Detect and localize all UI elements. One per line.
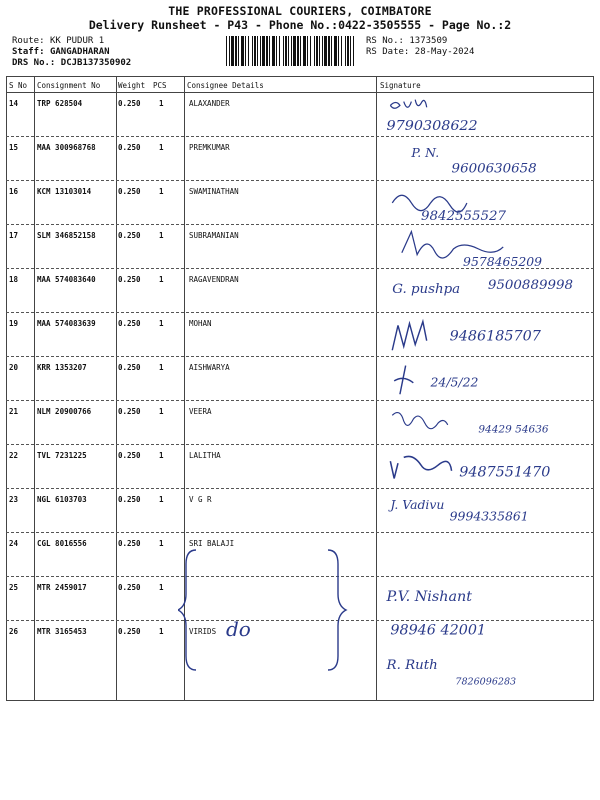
phone-row-15: 9600630658 [451, 161, 537, 177]
row-pcs: 1 [159, 275, 164, 284]
name-row-26: R. Ruth [386, 658, 438, 674]
signature-row-20 [378, 356, 594, 400]
rs-no-value: 1373509 [409, 36, 448, 46]
row-pcs: 1 [159, 231, 164, 240]
row-sno: 19 [9, 319, 19, 328]
row-sno: 17 [9, 231, 19, 240]
row-consignee: VIRIDS [189, 627, 217, 636]
signature-row-26 [378, 648, 594, 692]
row-consignment: KCM 13103014 [37, 187, 92, 196]
barcode-image [226, 36, 356, 66]
row-pcs: 1 [159, 363, 164, 372]
col-weight: Weight [118, 81, 146, 90]
phone-row-16: 9842555527 [420, 209, 507, 224]
col-pcs: PCS [153, 81, 167, 90]
row-weight: 0.250 [118, 495, 141, 504]
row-weight: 0.250 [118, 231, 141, 240]
row-pcs: 1 [159, 451, 164, 460]
row-consignment: TVL 7231225 [37, 451, 87, 460]
signature-row-14 [378, 92, 594, 136]
row-consignee: SWAMINATHAN [189, 187, 239, 196]
row-consignment: MTR 3165453 [37, 627, 87, 636]
row-weight: 0.250 [118, 539, 141, 548]
col-consignment: Consignment No [37, 81, 101, 90]
company-title: THE PROFESSIONAL COURIERS, COIMBATORE [168, 4, 432, 18]
rs-date-value: 28-May-2024 [414, 47, 475, 57]
row-weight: 0.250 [118, 319, 141, 328]
phone-row-14: 9790308622 [386, 118, 478, 135]
row-consignee: SUBRAMANIAN [189, 231, 239, 240]
row-sno: 24 [9, 539, 19, 548]
row-weight: 0.250 [118, 451, 141, 460]
row-consignee: MOHAN [189, 319, 212, 328]
row-consignment: SLM 346852158 [37, 231, 96, 240]
row-sno: 25 [9, 583, 19, 592]
drs-value: DCJB137350902 [60, 58, 132, 68]
signature-row-21 [378, 400, 594, 444]
row-consignment: MTR 2459017 [37, 583, 87, 592]
row-consignment: MAA 300968768 [37, 143, 96, 152]
row-pcs: 1 [159, 539, 164, 548]
row-consignment: KRR 1353207 [37, 363, 87, 372]
name-row-23: J. Vadivu [390, 497, 445, 513]
row-sno: 18 [9, 275, 19, 284]
svg-text:P. N.: P. N. [411, 145, 440, 161]
rs-no-line: RS No.: 1373509 [366, 36, 448, 46]
row-weight: 0.250 [118, 187, 141, 196]
phone-row-21: 94429 54636 [478, 423, 549, 436]
row-sno: 26 [9, 627, 19, 636]
row-pcs: 1 [159, 99, 164, 108]
signature-row-17 [378, 224, 594, 268]
signature-row-23 [378, 488, 594, 532]
phone-row-19: 9486185707 [449, 328, 541, 345]
row-weight: 0.250 [118, 407, 141, 416]
signature-row-19 [378, 312, 594, 356]
staff-line: Staff: GANGADHARAN [12, 47, 110, 57]
phone-row-17: 9578465209 [463, 254, 543, 268]
row-weight: 0.250 [118, 627, 141, 636]
row-consignee: VEERA [189, 407, 212, 416]
date-row-20: 24/5/22 [430, 374, 479, 390]
col-signature: Signature [380, 81, 421, 90]
row-consignee: AISHWARYA [189, 363, 230, 372]
row-consignment: MAA 574083640 [37, 275, 96, 284]
staff-value: GANGADHARAN [49, 47, 110, 57]
row-consignee: SRI BALAJI [189, 539, 235, 548]
row-sno: 20 [9, 363, 19, 372]
phone-row-18: 9500889998 [487, 278, 574, 294]
signature-row-16 [378, 180, 594, 224]
name-row-18: G. pushpa [392, 281, 461, 297]
row-consignment: NLM 20900766 [37, 407, 92, 416]
row-weight: 0.250 [118, 583, 141, 592]
route-line: Route: KK PUDUR 1 [12, 36, 105, 46]
row-consignee: RAGAVENDRAN [189, 275, 239, 284]
ditto-mark: do [226, 617, 251, 641]
row-pcs: 1 [159, 407, 164, 416]
row-weight: 0.250 [118, 99, 141, 108]
row-consignee: ALAXANDER [189, 99, 230, 108]
phone-row-25: 98946 42001 [390, 622, 487, 639]
row-consignee: V G R [189, 495, 212, 504]
signature-row-18 [378, 268, 594, 312]
ditto-brace [178, 546, 378, 676]
row-consignment: TRP 628504 [37, 99, 83, 108]
row-sno: 21 [9, 407, 19, 416]
row-pcs: 1 [159, 495, 164, 504]
col-sno: S No [9, 81, 28, 90]
row-weight: 0.250 [118, 143, 141, 152]
runsheet-table [6, 76, 594, 701]
row-weight: 0.250 [118, 363, 141, 372]
signature-row-15 [378, 136, 594, 180]
route-value: KK PUDUR 1 [49, 36, 105, 46]
row-pcs: 1 [159, 143, 164, 152]
row-sno: 15 [9, 143, 19, 152]
row-pcs: 1 [159, 627, 164, 636]
row-pcs: 1 [159, 187, 164, 196]
signature-row-22 [378, 444, 594, 488]
rs-date-line: RS Date: 28-May-2024 [366, 47, 475, 57]
row-sno: 16 [9, 187, 19, 196]
row-consignment: MAA 574083639 [37, 319, 96, 328]
phone-row-22: 9487551470 [459, 464, 551, 481]
col-consignee: Consignee Details [187, 81, 264, 90]
phone-row-23: 9994335861 [449, 508, 529, 524]
row-sno: 22 [9, 451, 19, 460]
row-consignee: PREMKUMAR [189, 143, 230, 152]
signature-row-25 [378, 606, 594, 650]
row-consignment: CGL 8016556 [37, 539, 87, 548]
row-pcs: 1 [159, 319, 164, 328]
row-consignment: NGL 6103703 [37, 495, 87, 504]
row-sno: 23 [9, 495, 19, 504]
phone-row-26: 7826096283 [455, 676, 517, 688]
row-consignee: LALITHA [189, 451, 221, 460]
name-row-24: P.V. Nishant [386, 588, 472, 605]
runsheet-title: Delivery Runsheet - P43 - Phone No.:0422-3505555 - Page No.:2 [88, 18, 512, 32]
row-sno: 14 [9, 99, 19, 108]
row-weight: 0.250 [118, 275, 141, 284]
drs-line: DRS No.: DCJB137350902 [12, 58, 132, 68]
row-pcs: 1 [159, 583, 164, 592]
